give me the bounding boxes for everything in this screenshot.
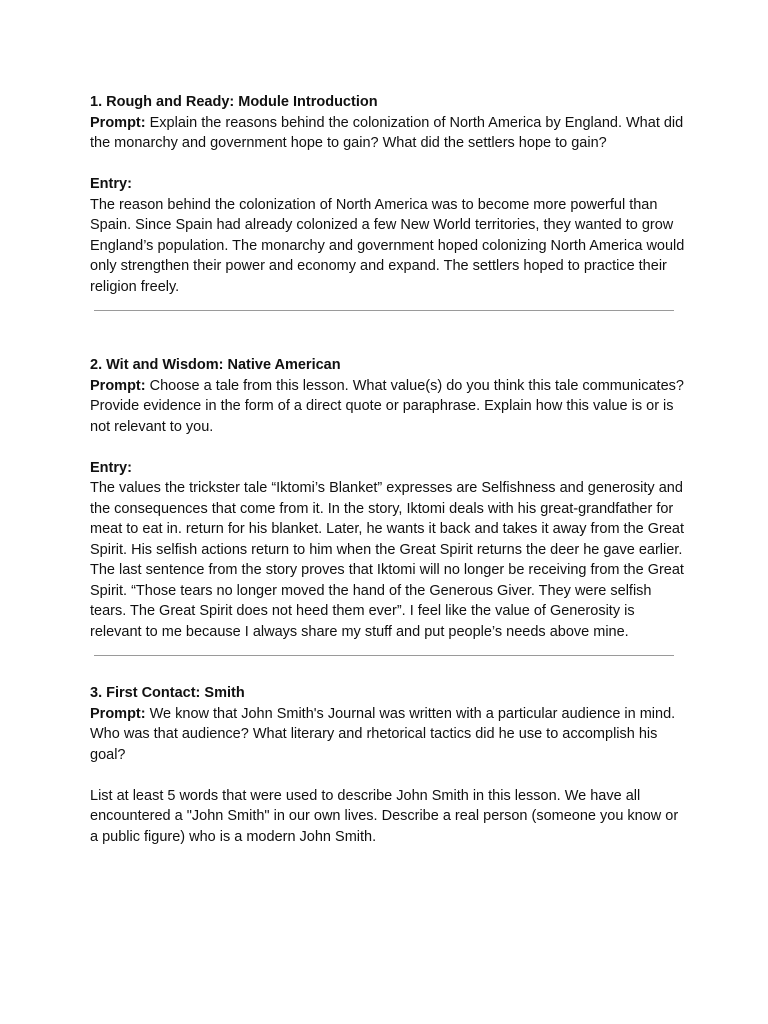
section-1-entry-text: The reason behind the colonization of North America was to become more powerful than Spain. Since Spain had already colonized a few New World territories, they wanted to grow England’s population. The monarchy and government hoped colonizing North America would only strengthen their power and economy and expand. The settlers hoped to practice their religion freely. xyxy=(90,196,685,295)
section-3-prompt-label: Prompt: xyxy=(90,705,146,722)
section-1-prompt-label: Prompt: xyxy=(90,114,146,131)
section-2-title: 2. Wit and Wisdom: Native American xyxy=(90,357,341,373)
section-2-entry-text: The values the trickster tale “Iktomi’s Blanket” expresses are Selfishness and generosity and the consequences that come from it. In the story, Iktomi deals with his great-grandfather for meat to eat in. return for his blanket. Later, he wants it back and takes it away from the Great Spirit. His selfish actions return to him when the Great Spirit returns the deer he gave earlier. The last sentence from the story proves that Iktomi will no longer be receiving from the Great Spirit. “Those tears no longer moved the hand of the Generous Giver. They were selfish tears. The Great Spirit does not heed them ever”. I feel like the value of Generosity is relevant to me because I always share my stuff and put people’s needs above mine. xyxy=(90,480,684,640)
section-2-entry-label: Entry: xyxy=(90,459,132,476)
section-1-prompt xyxy=(90,113,690,154)
section-2-prompt xyxy=(90,376,690,438)
section-divider-1 xyxy=(94,310,674,311)
section-1-title: 1. Rough and Ready: Module Introduction xyxy=(90,94,378,110)
section-2-prompt-label: Prompt: xyxy=(90,377,146,394)
section-divider-2 xyxy=(94,655,674,656)
section-3 xyxy=(90,683,690,847)
section-1-entry-label: Entry: xyxy=(90,176,132,192)
section-2-prompt-text: Choose a tale from this lesson. What value(s) do you think this tale communicates? Provide evidence in the form of a direct quote or paraphrase. Explain how this value is or is not relevant to you. xyxy=(90,377,684,435)
section-1 xyxy=(90,92,690,297)
section-2 xyxy=(90,355,690,642)
section-1-prompt-text: Explain the reasons behind the colonization of North America by England. What did the monarchy and government hope to gain? What did the settlers hope to gain? xyxy=(90,114,684,151)
section-3-prompt-text: We know that John Smith's Journal was written with a particular audience in mind. Who was that audience? What literary and rhetorical tactics did he use to accomplish his goal? xyxy=(90,705,676,763)
section-3-prompt xyxy=(90,704,690,766)
section-3-extra-text: List at least 5 words that were used to describe John Smith in this lesson. We have all encountered a "John Smith" in our own lives. Describe a real person (someone you know or a public figure) who is a modern John Smith. xyxy=(90,787,679,845)
section-3-title: 3. First Contact: Smith xyxy=(90,685,245,701)
document-page xyxy=(90,92,690,847)
